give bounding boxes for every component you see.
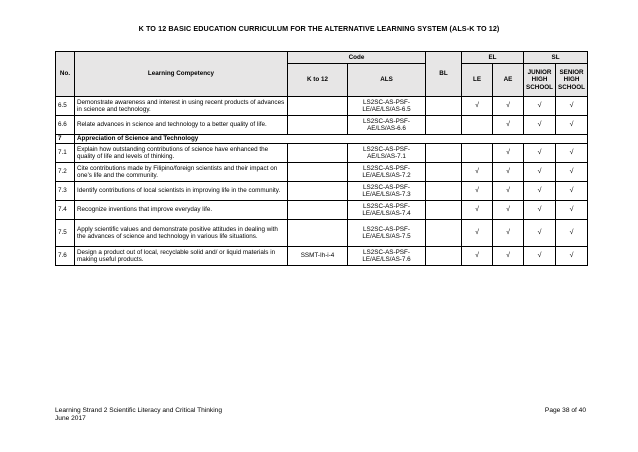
k12-code-cell: SSMT-Ih-i-4: [288, 247, 348, 266]
table-row: [56, 182, 588, 201]
learning-competency-cell: Apply scientific values and demonstrate positive attitudes in dealing with the advances of science and technology in various life situations.: [75, 220, 288, 247]
ae-check: √: [493, 182, 524, 201]
ae-check: √: [493, 220, 524, 247]
k12-code-cell: [288, 144, 348, 163]
table-row: [56, 247, 588, 266]
header-junior-high-school: JUNIOR HIGH SCHOOL: [524, 64, 556, 97]
als-code-cell: LS2SC-AS-PSF-LE/AE/LS/AS-7.2: [348, 163, 426, 182]
bl-cell: [426, 182, 462, 201]
jhs-check: √: [524, 220, 556, 247]
shs-check: √: [556, 220, 588, 247]
k12-code-cell: [288, 182, 348, 201]
le-check: [462, 144, 493, 163]
header-bl: BL: [426, 52, 462, 97]
table-row: [56, 116, 588, 135]
shs-check: √: [556, 247, 588, 266]
table-header: [56, 52, 588, 97]
header-no: No.: [56, 52, 75, 97]
ae-check: √: [493, 116, 524, 135]
row-number: 7.2: [56, 163, 75, 182]
row-number: 7.4: [56, 201, 75, 220]
bl-cell: [426, 163, 462, 182]
shs-check: √: [556, 97, 588, 116]
learning-competency-cell: Explain how outstanding contributions of science have enhanced the quality of life and levels of thinking.: [75, 144, 288, 163]
jhs-check: √: [524, 163, 556, 182]
bl-cell: [426, 144, 462, 163]
jhs-check: √: [524, 144, 556, 163]
table-row: [56, 163, 588, 182]
shs-check: √: [556, 163, 588, 182]
jhs-check: √: [524, 116, 556, 135]
header-senior-high-school: SENIOR HIGH SCHOOL: [556, 64, 588, 97]
als-code-cell: LS2SC-AS-PSF-AE/LS/AS-7.1: [348, 144, 426, 163]
header-el: EL: [462, 52, 524, 64]
als-code-cell: LS2SC-AS-PSF-AE/LS/AS-6.6: [348, 116, 426, 135]
row-number: 6.5: [56, 97, 75, 116]
learning-competency-cell: Demonstrate awareness and interest in using recent products of advances in science and technology.: [75, 97, 288, 116]
le-check: √: [462, 97, 493, 116]
jhs-check: √: [524, 97, 556, 116]
learning-competency-cell: Relate advances in science and technology to a better quality of life.: [75, 116, 288, 135]
bl-cell: [426, 247, 462, 266]
k12-code-cell: [288, 97, 348, 116]
le-check: √: [462, 163, 493, 182]
als-code-cell: LS2SC-AS-PSF-LE/AE/LS/AS-7.6: [348, 247, 426, 266]
table-row: [56, 144, 588, 163]
header-k-to-12: K to 12: [288, 64, 348, 97]
als-code-cell: LS2SC-AS-PSF-LE/AE/LS/AS-7.3: [348, 182, 426, 201]
learning-competency-cell: Recognize inventions that improve everyday life.: [75, 201, 288, 220]
page-title: K TO 12 BASIC EDUCATION CURRICULUM FOR THE ALTERNATIVE LEARNING SYSTEM (ALS-K TO 12): [138, 24, 500, 33]
section-number: 7: [56, 135, 75, 144]
le-check: √: [462, 201, 493, 220]
header-sl: SL: [524, 52, 588, 64]
bl-cell: [426, 201, 462, 220]
bl-cell: [426, 116, 462, 135]
k12-code-cell: [288, 116, 348, 135]
le-check: √: [462, 220, 493, 247]
ae-check: √: [493, 163, 524, 182]
row-number: 7.1: [56, 144, 75, 163]
als-code-cell: LS2SC-AS-PSF-LE/AE/LS/AS-7.5: [348, 220, 426, 247]
le-check: [462, 116, 493, 135]
header-le: LE: [462, 64, 493, 97]
footer-strand: Learning Strand 2 Scientific Literacy and Critical Thinking: [55, 407, 223, 414]
shs-check: √: [556, 144, 588, 163]
learning-competency-cell: Design a product out of local, recyclable solid and/ or liquid materials in making useful products.: [75, 247, 288, 266]
jhs-check: √: [524, 201, 556, 220]
header-code: Code: [288, 52, 426, 64]
k12-code-cell: [288, 163, 348, 182]
footer-date: June 2017: [55, 415, 86, 422]
k12-code-cell: [288, 201, 348, 220]
jhs-check: √: [524, 247, 556, 266]
ae-check: √: [493, 144, 524, 163]
footer-page-number: Page 38 of 40: [544, 407, 586, 414]
header-learning-competency: Learning Competency: [75, 52, 288, 97]
ae-check: √: [493, 201, 524, 220]
shs-check: √: [556, 201, 588, 220]
le-check: √: [462, 182, 493, 201]
als-code-cell: LS2SC-AS-PSF-LE/AE/LS/AS-7.4: [348, 201, 426, 220]
row-number: 7.5: [56, 220, 75, 247]
header-ae: AE: [493, 64, 524, 97]
bl-cell: [426, 97, 462, 116]
table-row: [56, 201, 588, 220]
ae-check: √: [493, 247, 524, 266]
table-row: [56, 220, 588, 247]
header-als: ALS: [348, 64, 426, 97]
bl-cell: [426, 220, 462, 247]
shs-check: √: [556, 182, 588, 201]
als-code-cell: LS2SC-AS-PSF-LE/AE/LS/AS-6.5: [348, 97, 426, 116]
section-title: Appreciation of Science and Technology: [75, 135, 588, 144]
curriculum-table: [55, 51, 588, 266]
learning-competency-cell: Identify contributions of local scientists in improving life in the community.: [75, 182, 288, 201]
row-number: 7.6: [56, 247, 75, 266]
row-number: 6.6: [56, 116, 75, 135]
shs-check: √: [556, 116, 588, 135]
jhs-check: √: [524, 182, 556, 201]
row-number: 7.3: [56, 182, 75, 201]
learning-competency-cell: Cite contributions made by Filipino/foreign scientists and their impact on one’s life and the community.: [75, 163, 288, 182]
footer-left: [55, 407, 222, 423]
section-row: [56, 135, 588, 144]
table-row: [56, 97, 588, 116]
k12-code-cell: [288, 220, 348, 247]
ae-check: √: [493, 97, 524, 116]
le-check: √: [462, 247, 493, 266]
